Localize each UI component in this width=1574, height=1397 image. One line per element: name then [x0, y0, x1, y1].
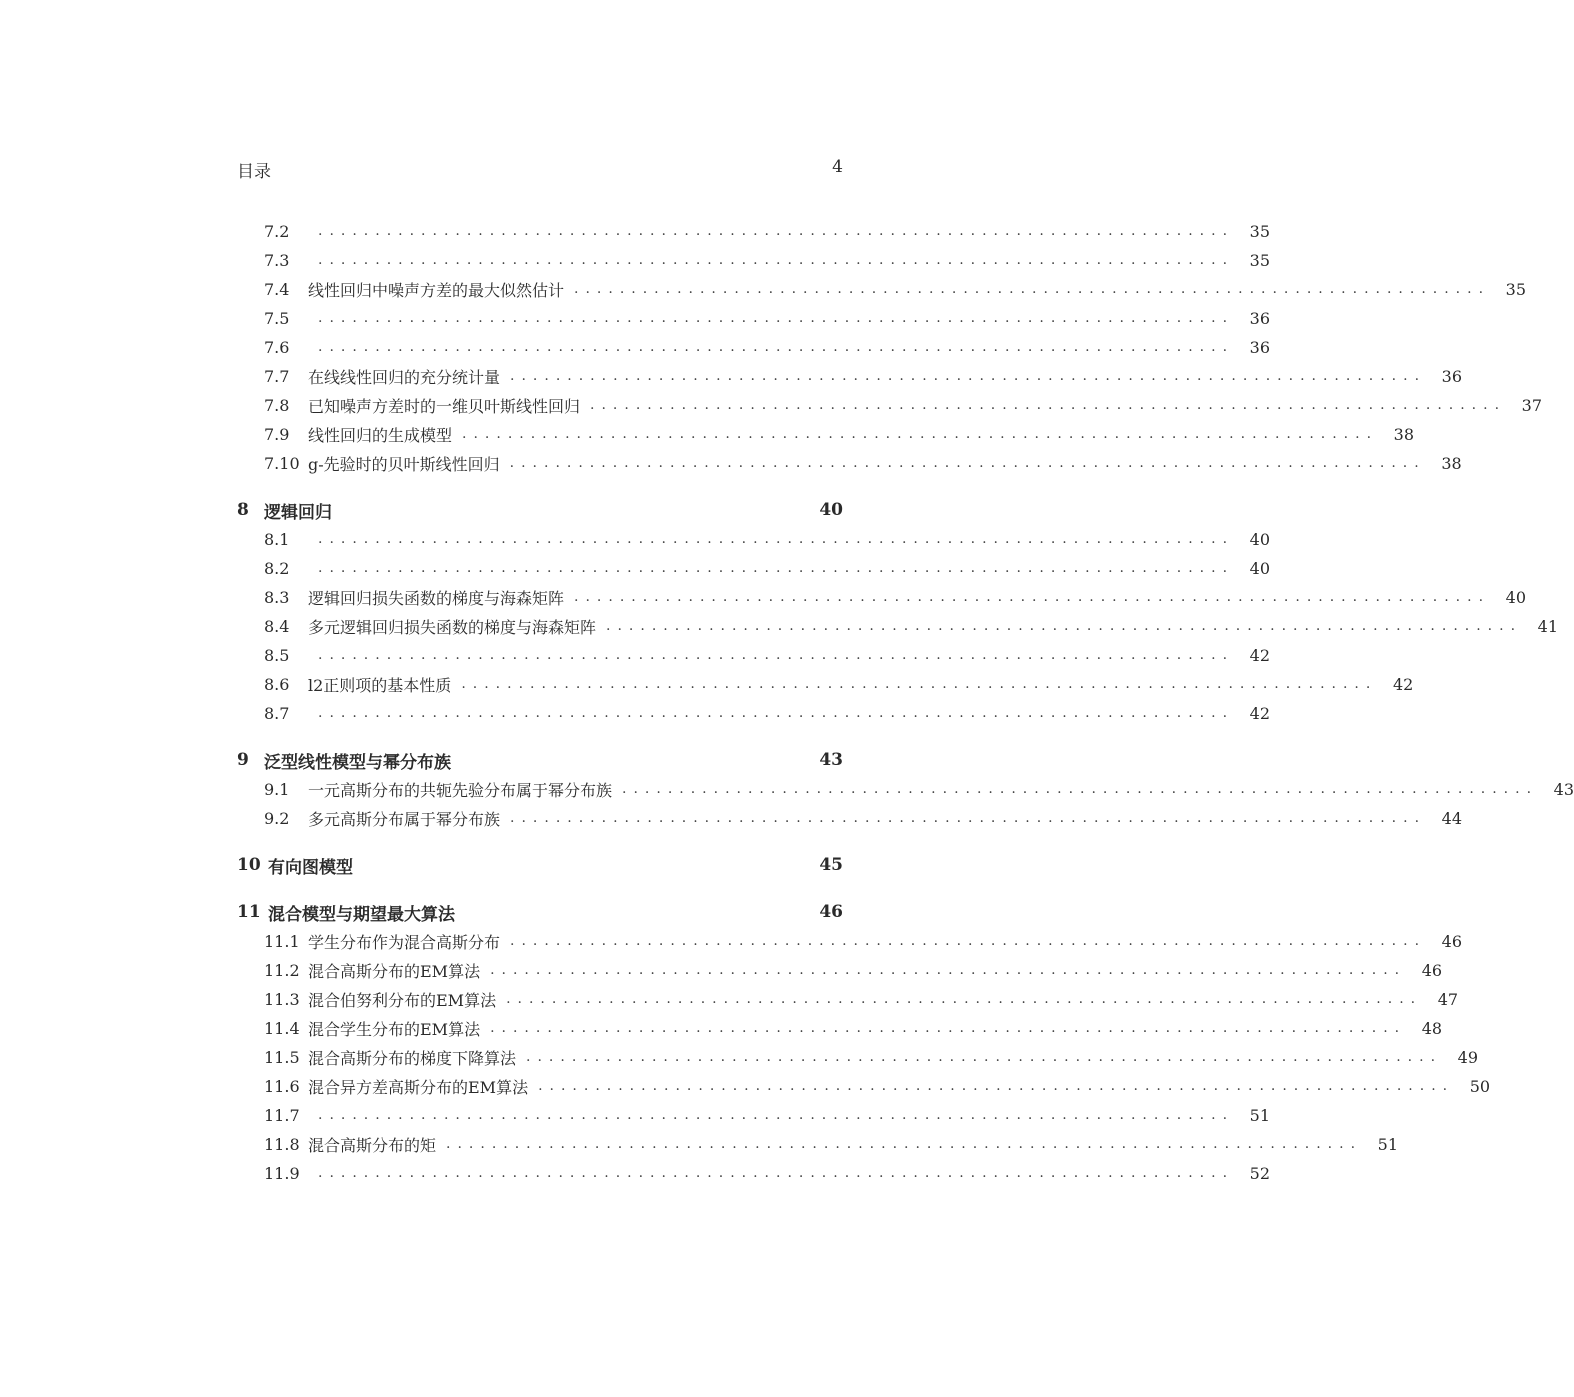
entry-number: 11.5 [264, 1047, 300, 1067]
toc-chapter-entry[interactable] [237, 746, 843, 774]
entry-number: 11.4 [264, 1018, 300, 1038]
dot-leader: ................................................................................ [318, 531, 1235, 547]
entry-title: 混合高斯分布的矩 [308, 1135, 437, 1155]
toc-section-entry[interactable] [237, 699, 1271, 727]
toc-section-entry[interactable] [237, 641, 1271, 669]
entry-number: 8.5 [264, 645, 290, 665]
entry-number: 8.4 [264, 616, 290, 636]
entry-page-number: 36 [1249, 308, 1271, 328]
dot-leader: ................................................................................ [446, 1136, 1363, 1152]
dot-leader: ................................................................................ [318, 310, 1235, 326]
entry-title: 在线线性回归的充分统计量 [308, 367, 501, 387]
entry-number: 7.9 [264, 424, 290, 444]
dot-leader: ................................................................................ [318, 647, 1235, 663]
dot-leader: ................................................................................ [318, 339, 1235, 355]
entry-number: 11.9 [264, 1163, 300, 1183]
dot-leader: ................................................................................ [490, 1020, 1407, 1036]
dot-leader: ................................................................................ [490, 962, 1407, 978]
toc-section-entry[interactable] [237, 775, 1574, 803]
entry-title: 有向图模型 [268, 857, 353, 878]
dot-leader: ................................................................................ [509, 455, 1426, 471]
entry-title: 混合伯努利分布的EM算法 [308, 990, 497, 1010]
entry-page-number: 35 [1249, 250, 1271, 270]
entry-page-number: 36 [1249, 337, 1271, 357]
entry-page-number: 52 [1249, 1163, 1271, 1183]
entry-number: 7.3 [264, 250, 290, 270]
dot-leader: ................................................................................ [590, 397, 1507, 413]
entry-number: 9.2 [264, 808, 290, 828]
entry-title: 泛型线性模型与幂分布族 [264, 752, 451, 773]
entry-title: 混合模型与期望最大算法 [268, 904, 455, 925]
entry-page-number: 46 [1441, 931, 1463, 951]
dot-leader: ................................................................................ [318, 223, 1235, 239]
entry-page-number: 42 [1392, 674, 1414, 694]
entry-page-number: 45 [819, 855, 843, 875]
dot-leader: ................................................................................ [461, 676, 1378, 692]
entry-page-number: 44 [1441, 808, 1463, 828]
dot-leader: ................................................................................ [622, 781, 1539, 797]
entry-title: 混合学生分布的EM算法 [308, 1019, 481, 1039]
entry-number: 11.2 [264, 960, 300, 980]
dot-leader: ................................................................................ [318, 1165, 1235, 1181]
entry-page-number: 51 [1249, 1105, 1271, 1125]
entry-number: 11 [237, 902, 261, 922]
toc-section-entry[interactable] [237, 956, 1443, 984]
dot-leader: ................................................................................ [526, 1049, 1443, 1065]
entry-number: 9 [237, 750, 249, 770]
entry-page-number: 43 [819, 750, 843, 770]
entry-page-number: 51 [1377, 1134, 1399, 1154]
toc-section-entry[interactable] [237, 275, 1527, 303]
dot-leader: ................................................................................ [510, 933, 1427, 949]
entry-title: 混合异方差高斯分布的EM算法 [308, 1077, 529, 1097]
dot-leader: ................................................................................ [510, 368, 1427, 384]
entry-number: 8.6 [264, 674, 290, 694]
toc-section-entry[interactable] [237, 1101, 1271, 1129]
entry-page-number: 46 [1421, 960, 1443, 980]
entry-title: 线性回归中噪声方差的最大似然估计 [308, 280, 565, 300]
entry-number: 8 [237, 500, 249, 520]
toc-section-entry[interactable] [237, 391, 1543, 419]
toc-section-entry[interactable] [237, 1130, 1399, 1158]
toc-section-entry[interactable] [237, 449, 1462, 477]
dot-leader: ................................................................................ [318, 705, 1235, 721]
toc-section-entry[interactable] [237, 670, 1414, 698]
entry-number: 7.2 [264, 221, 290, 241]
toc-section-entry[interactable] [237, 1072, 1491, 1100]
dot-leader: ................................................................................ [506, 991, 1423, 1007]
entry-title: 已知噪声方差时的一维贝叶斯线性回归 [308, 396, 581, 416]
dot-leader: ................................................................................ [574, 281, 1491, 297]
toc-section-entry[interactable] [237, 583, 1527, 611]
toc-section-entry[interactable] [237, 612, 1559, 640]
toc-section-entry[interactable] [237, 362, 1463, 390]
toc-section-entry[interactable] [237, 804, 1463, 832]
toc-section-entry[interactable] [237, 927, 1463, 955]
entry-page-number: 48 [1421, 1018, 1443, 1038]
dot-leader: ................................................................................ [606, 618, 1523, 634]
entry-page-number: 49 [1457, 1047, 1479, 1067]
entry-title: 线性回归的生成模型 [308, 425, 453, 445]
toc-chapter-entry[interactable] [237, 851, 843, 879]
entry-number: 7.10 [264, 453, 300, 473]
entry-title: 混合高斯分布的EM算法 [308, 961, 481, 981]
entry-title: 混合高斯分布的梯度下降算法 [308, 1048, 517, 1068]
entry-number: 11.3 [264, 989, 300, 1009]
toc-section-entry[interactable] [237, 554, 1271, 582]
entry-page-number: 40 [1505, 587, 1527, 607]
header-page-number: 4 [832, 157, 843, 177]
toc-section-entry[interactable] [237, 420, 1415, 448]
entry-page-number: 47 [1437, 989, 1459, 1009]
entry-title: 一元高斯分布的共轭先验分布属于幂分布族 [308, 780, 613, 800]
entry-number: 7.6 [264, 337, 290, 357]
entry-title: l2正则项的基本性质 [308, 675, 452, 695]
dot-leader: ................................................................................ [538, 1078, 1455, 1094]
entry-page-number: 42 [1249, 703, 1271, 723]
header-title: 目录 [237, 162, 271, 182]
entry-title: g-先验时的贝叶斯线性回归 [308, 454, 500, 474]
toc-section-entry[interactable] [237, 246, 1271, 274]
toc-section-entry[interactable] [237, 525, 1271, 553]
entry-number: 11.6 [264, 1076, 300, 1096]
entry-page-number: 41 [1537, 616, 1559, 636]
entry-page-number: 46 [819, 902, 843, 922]
entry-page-number: 50 [1469, 1076, 1491, 1096]
entry-number: 7.8 [264, 395, 290, 415]
toc-chapter-entry[interactable] [237, 496, 843, 524]
entry-number: 8.7 [264, 703, 290, 723]
entry-page-number: 36 [1441, 366, 1463, 386]
entry-number: 8.2 [264, 558, 290, 578]
entry-number: 11.1 [264, 931, 300, 951]
dot-leader: ................................................................................ [574, 589, 1491, 605]
entry-page-number: 42 [1249, 645, 1271, 665]
entry-number: 10 [237, 855, 261, 875]
entry-number: 7.4 [264, 279, 290, 299]
entry-title: 多元逻辑回归损失函数的梯度与海森矩阵 [308, 617, 597, 637]
page-header [237, 157, 843, 185]
toc-section-entry[interactable] [237, 1014, 1443, 1042]
entry-title: 逻辑回归损失函数的梯度与海森矩阵 [308, 588, 565, 608]
entry-number: 11.7 [264, 1105, 300, 1125]
entry-page-number: 35 [1249, 221, 1271, 241]
entry-number: 7.5 [264, 308, 290, 328]
entry-page-number: 38 [1441, 453, 1462, 473]
entry-number: 8.1 [264, 529, 290, 549]
entry-page-number: 40 [819, 500, 843, 520]
entry-page-number: 37 [1521, 395, 1543, 415]
entry-title: 多元高斯分布属于幂分布族 [308, 809, 501, 829]
toc-section-entry[interactable] [237, 333, 1271, 361]
dot-leader: ................................................................................ [462, 426, 1379, 442]
entry-page-number: 38 [1393, 424, 1415, 444]
entry-page-number: 40 [1249, 558, 1271, 578]
entry-title: 逻辑回归 [264, 502, 332, 523]
entry-number: 11.8 [264, 1134, 300, 1154]
toc-chapter-entry[interactable] [237, 898, 843, 926]
entry-number: 8.3 [264, 587, 290, 607]
entry-page-number: 35 [1505, 279, 1527, 299]
toc-section-entry[interactable] [237, 1159, 1271, 1187]
toc-section-entry[interactable] [237, 1043, 1479, 1071]
entry-page-number: 40 [1249, 529, 1271, 549]
dot-leader: ................................................................................ [510, 810, 1427, 826]
toc-section-entry[interactable] [237, 304, 1271, 332]
entry-page-number: 43 [1553, 779, 1574, 799]
entry-title: 学生分布作为混合高斯分布 [308, 932, 501, 952]
dot-leader: ................................................................................ [318, 252, 1235, 268]
dot-leader: ................................................................................ [318, 1107, 1235, 1123]
dot-leader: ................................................................................ [318, 560, 1235, 576]
entry-number: 7.7 [264, 366, 290, 386]
toc-section-entry[interactable] [237, 985, 1459, 1013]
toc-section-entry[interactable] [237, 217, 1271, 245]
entry-number: 9.1 [264, 779, 290, 799]
